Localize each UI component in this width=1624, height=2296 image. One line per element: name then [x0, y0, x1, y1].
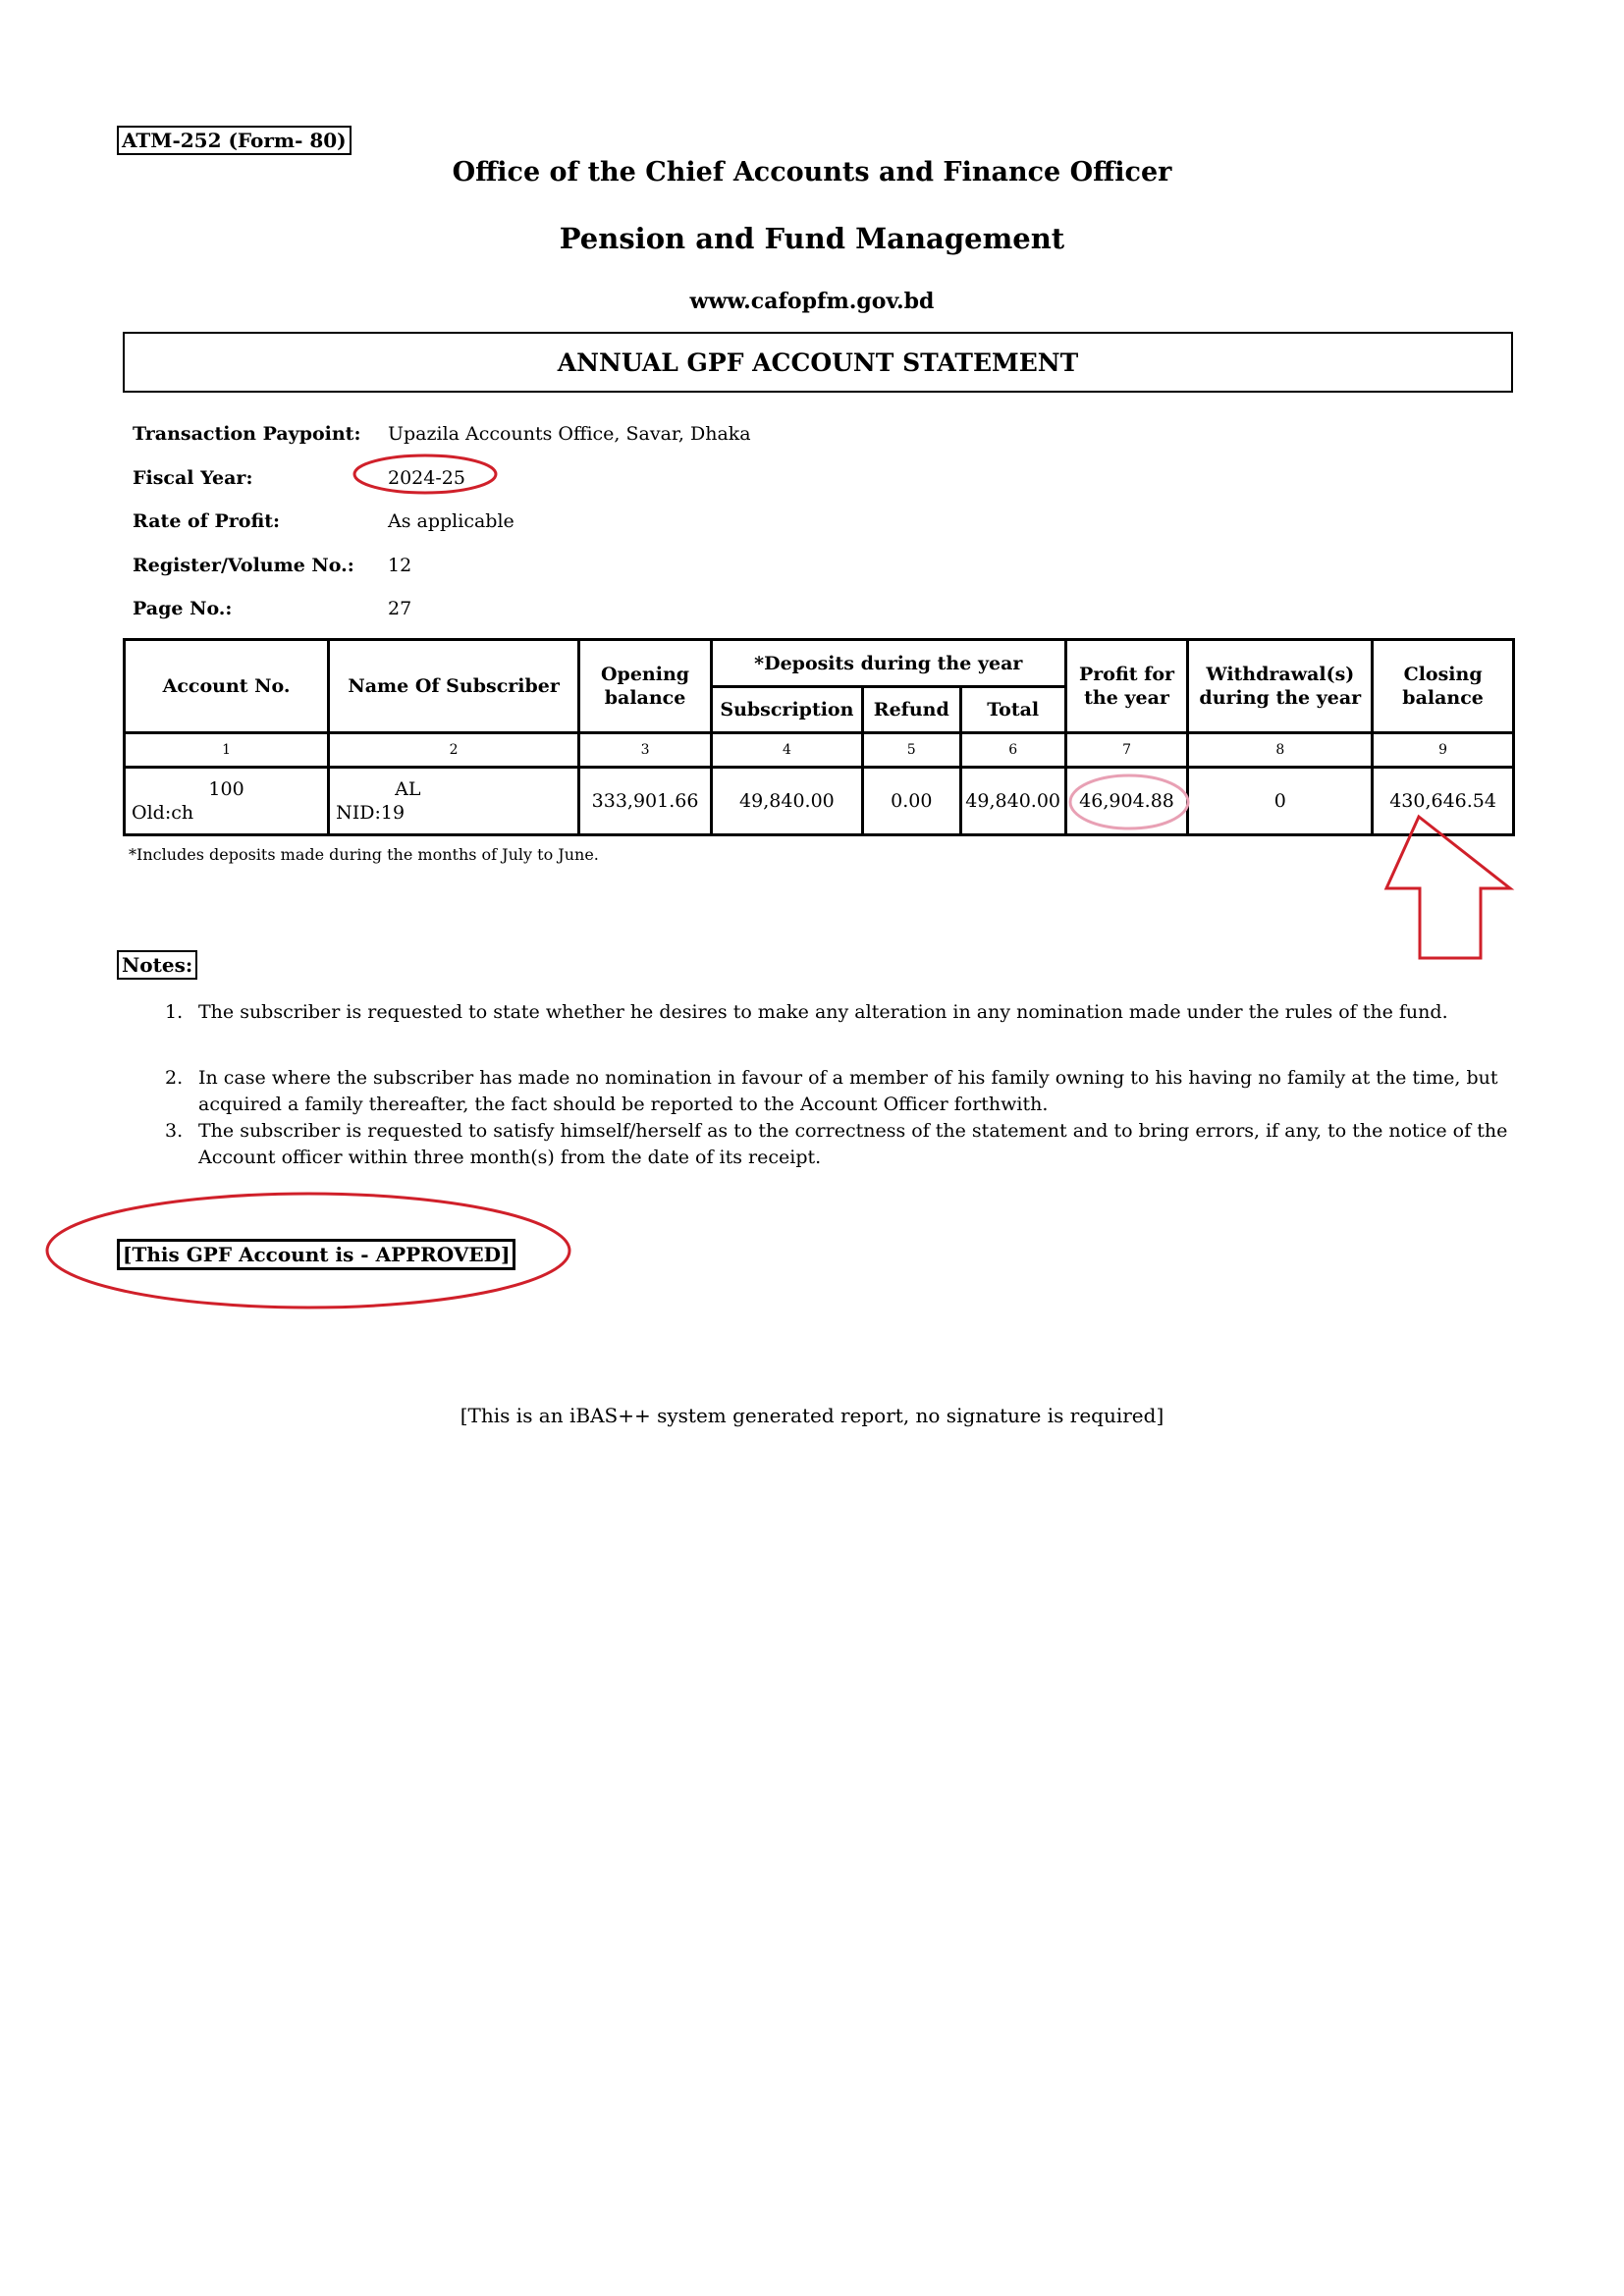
header-opening-balance: Opening balance — [579, 640, 712, 733]
department-title: Pension and Fund Management — [559, 222, 1065, 255]
info-value: 12 — [388, 554, 412, 576]
subscriber-nid-line2: NID:19 — [336, 802, 406, 824]
cell-subscription: 49,840.00 — [711, 768, 862, 835]
note-number: 2. — [165, 1067, 184, 1089]
system-generated-note: [This is an iBAS++ system generated report, no signature is required] — [460, 1404, 1164, 1427]
cell-profit: 46,904.88 — [1065, 768, 1188, 835]
header-profit: Profit for the year — [1065, 640, 1188, 733]
cell-closing-balance: 430,646.54 — [1373, 768, 1514, 835]
column-number: 6 — [960, 733, 1065, 768]
notes-label: Notes: — [117, 950, 197, 980]
column-number: 9 — [1373, 733, 1514, 768]
header-closing-balance: Closing balance — [1373, 640, 1514, 733]
cell-total: 49,840.00 — [960, 768, 1065, 835]
column-number: 5 — [862, 733, 960, 768]
info-label: Transaction Paypoint: — [133, 423, 361, 446]
approval-status: [This GPF Account is - APPROVED] — [117, 1239, 515, 1270]
info-value: 2024-25 — [388, 466, 465, 489]
header-subscription: Subscription — [711, 687, 862, 733]
column-number: 4 — [711, 733, 862, 768]
header-subscriber-name: Name Of Subscriber — [329, 640, 579, 733]
fiscal-year-circle — [354, 455, 496, 493]
column-number: 2 — [329, 733, 579, 768]
header-account-no: Account No. — [125, 640, 329, 733]
info-label: Register/Volume No.: — [133, 554, 354, 576]
info-value: As applicable — [388, 510, 514, 533]
cell-opening-balance: 333,901.66 — [579, 768, 712, 835]
account-no-line2: Old:ch — [132, 802, 194, 824]
info-label: Page No.: — [133, 598, 233, 620]
column-number: 3 — [579, 733, 712, 768]
profit-circle — [1070, 775, 1188, 828]
info-value: 27 — [388, 598, 412, 620]
cell-withdrawals: 0 — [1188, 768, 1373, 835]
info-label: Rate of Profit: — [133, 510, 281, 533]
subscriber-name-line1: AL — [395, 778, 421, 800]
column-number: 7 — [1065, 733, 1188, 768]
note-text: The subscriber is requested to state whether he desires to make any alteration in any nomination made under the rules of the fund. — [198, 1001, 1448, 1023]
arrow-up-icon — [1386, 817, 1510, 958]
account-no-line1: 100 — [208, 778, 244, 800]
note-number: 3. — [165, 1120, 184, 1142]
website-link[interactable]: www.cafopfm.gov.bd — [689, 289, 935, 314]
approval-circle — [47, 1194, 569, 1308]
note-text: In case where the subscriber has made no nomination in favour of a member of his family owning to his having no family at the time, but acquired a family thereafter, the fact should be reported to the Account Officer forthwith. — [198, 1067, 1498, 1115]
note-number: 1. — [165, 1001, 184, 1023]
info-value: Upazila Accounts Office, Savar, Dhaka — [388, 423, 751, 446]
header-refund: Refund — [862, 687, 960, 733]
header-total: Total — [960, 687, 1065, 733]
info-label: Fiscal Year: — [133, 466, 253, 489]
footnote: *Includes deposits made during the months of July to June. — [129, 845, 599, 864]
office-title: Office of the Chief Accounts and Finance Officer — [452, 157, 1172, 187]
note-text: The subscriber is requested to satisfy himself/herself as to the correctness of the statement and to bring errors, if any, to the notice of the Account officer within three month(s) from the date of its receipt. — [198, 1120, 1508, 1168]
form-code: ATM-252 (Form- 80) — [117, 126, 352, 155]
header-deposits: *Deposits during the year — [711, 640, 1065, 687]
column-number: 8 — [1188, 733, 1373, 768]
cell-refund: 0.00 — [862, 768, 960, 835]
statement-title: ANNUAL GPF ACCOUNT STATEMENT — [123, 332, 1513, 393]
header-withdrawals: Withdrawal(s) during the year — [1188, 640, 1373, 733]
column-number: 1 — [125, 733, 329, 768]
